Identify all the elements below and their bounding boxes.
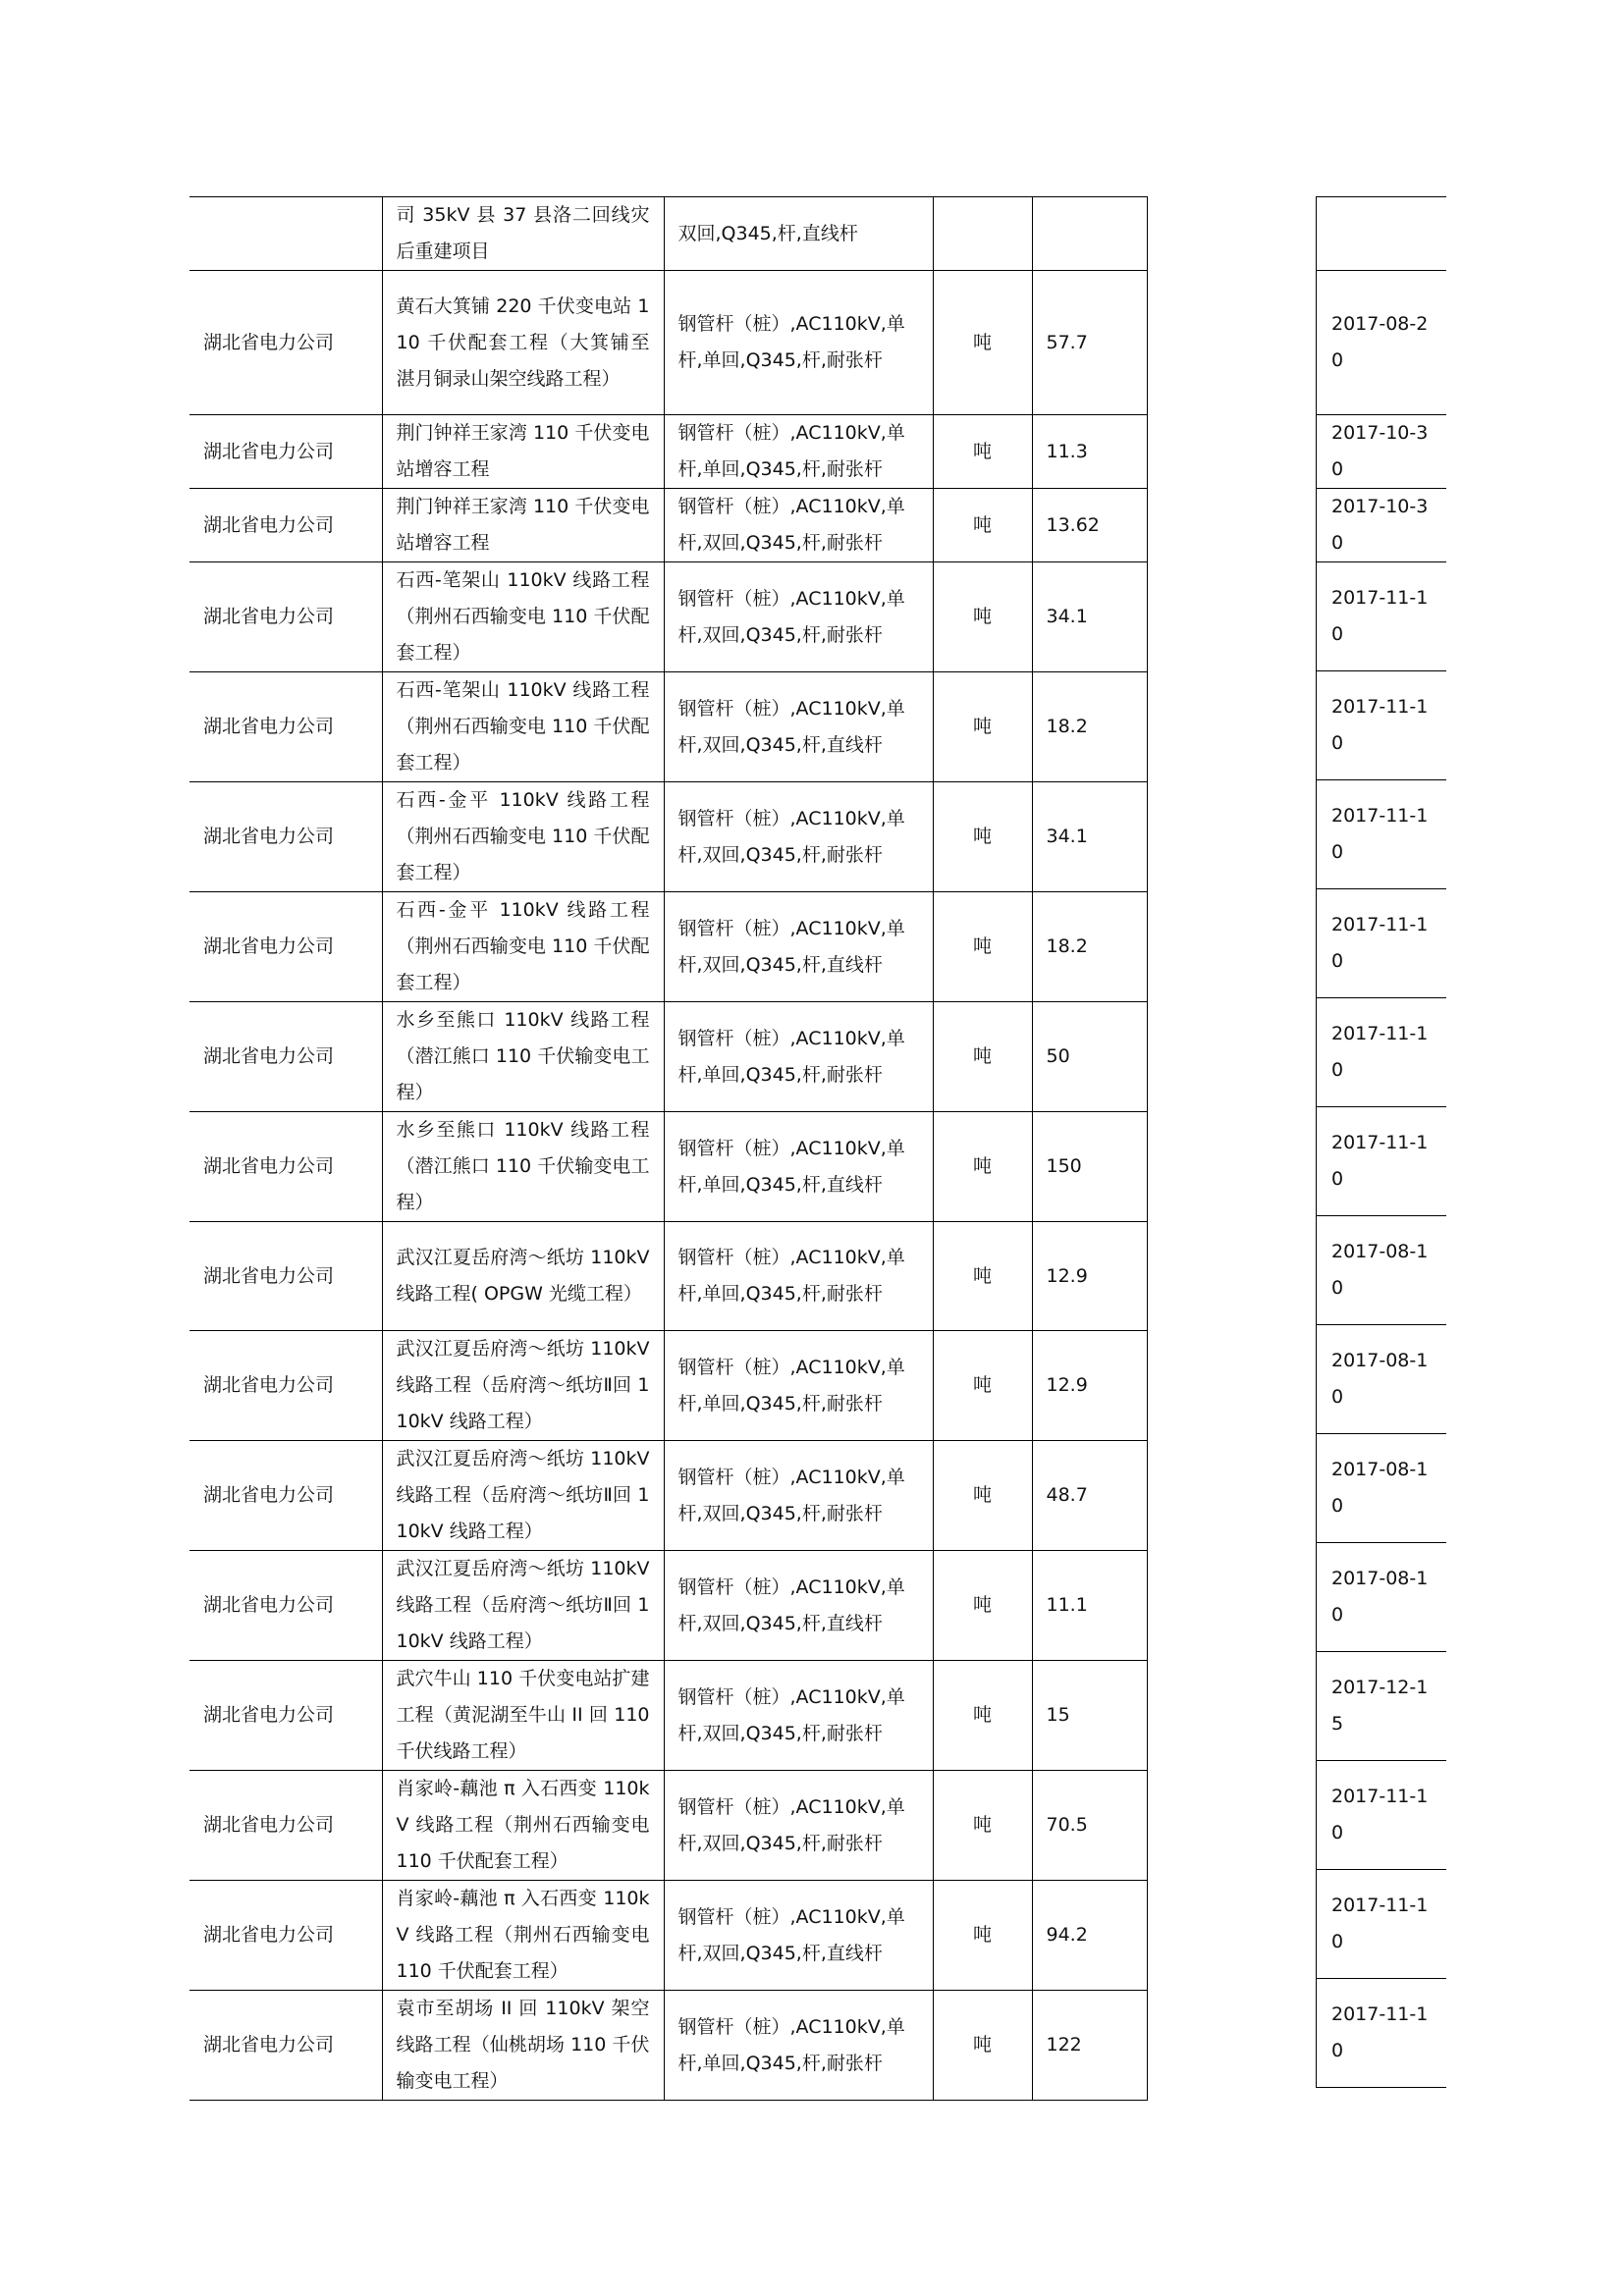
quantity-cell: 57.7 xyxy=(1032,271,1147,415)
quantity-cell: 70.5 xyxy=(1032,1771,1147,1881)
table-row xyxy=(1317,1979,1446,2088)
quantity-cell: 11.1 xyxy=(1032,1551,1147,1661)
quantity-cell: 34.1 xyxy=(1032,782,1147,892)
table-row xyxy=(1317,889,1446,998)
quantity-cell: 18.2 xyxy=(1032,892,1147,1002)
date-cell: 2017-11-10 xyxy=(1317,780,1446,889)
material-cell: 钢管杆（桩）,AC110kV,单杆,单回,Q345,杆,耐张杆 xyxy=(664,1222,933,1331)
table-row xyxy=(189,415,1147,489)
table-row xyxy=(1317,1652,1446,1761)
date-cell: 2017-11-10 xyxy=(1317,889,1446,998)
quantity-cell: 34.1 xyxy=(1032,562,1147,672)
org-cell: 湖北省电力公司 xyxy=(189,1331,382,1441)
table-row xyxy=(189,1661,1147,1771)
material-cell: 钢管杆（桩）,AC110kV,单杆,双回,Q345,杆,耐张杆 xyxy=(664,782,933,892)
table-row xyxy=(1317,1870,1446,1979)
table-row xyxy=(189,672,1147,782)
project-cell: 袁市至胡场 II 回 110kV 架空线路工程（仙桃胡场 110 千伏输变电工程） xyxy=(382,1991,664,2101)
unit-cell xyxy=(933,197,1032,271)
project-cell: 石西-笔架山 110kV 线路工程（荆州石西输变电 110 千伏配套工程） xyxy=(382,672,664,782)
table-row xyxy=(1317,415,1446,489)
table-row xyxy=(189,1331,1147,1441)
table-row xyxy=(189,1771,1147,1881)
org-cell: 湖北省电力公司 xyxy=(189,1991,382,2101)
date-cell: 2017-08-10 xyxy=(1317,1434,1446,1543)
unit-cell: 吨 xyxy=(933,1222,1032,1331)
quantity-cell: 94.2 xyxy=(1032,1881,1147,1991)
quantity-cell: 11.3 xyxy=(1032,415,1147,489)
date-column-table xyxy=(1316,196,1446,2088)
org-cell: 湖北省电力公司 xyxy=(189,1661,382,1771)
table-row xyxy=(189,782,1147,892)
date-cell: 2017-11-10 xyxy=(1317,1761,1446,1870)
project-cell: 武汉江夏岳府湾～纸坊 110kV 线路工程( OPGW 光缆工程） xyxy=(382,1222,664,1331)
org-cell: 湖北省电力公司 xyxy=(189,1222,382,1331)
unit-cell: 吨 xyxy=(933,1661,1032,1771)
unit-cell: 吨 xyxy=(933,271,1032,415)
unit-cell: 吨 xyxy=(933,1881,1032,1991)
table-row xyxy=(1317,489,1446,562)
unit-cell: 吨 xyxy=(933,415,1032,489)
material-cell: 钢管杆（桩）,AC110kV,单杆,双回,Q345,杆,直线杆 xyxy=(664,1881,933,1991)
quantity-cell: 48.7 xyxy=(1032,1441,1147,1551)
project-cell: 司 35kV 县 37 县洛二回线灾后重建项目 xyxy=(382,197,664,271)
quantity-cell: 122 xyxy=(1032,1991,1147,2101)
material-cell: 双回,Q345,杆,直线杆 xyxy=(664,197,933,271)
unit-cell: 吨 xyxy=(933,1441,1032,1551)
material-cell: 钢管杆（桩）,AC110kV,单杆,单回,Q345,杆,直线杆 xyxy=(664,1112,933,1222)
project-cell: 武穴牛山 110 千伏变电站扩建工程（黄泥湖至牛山 II 回 110 千伏线路工程） xyxy=(382,1661,664,1771)
table-row xyxy=(1317,1325,1446,1434)
org-cell: 湖北省电力公司 xyxy=(189,271,382,415)
unit-cell: 吨 xyxy=(933,1112,1032,1222)
material-cell: 钢管杆（桩）,AC110kV,单杆,单回,Q345,杆,耐张杆 xyxy=(664,1002,933,1112)
material-cell: 钢管杆（桩）,AC110kV,单杆,双回,Q345,杆,直线杆 xyxy=(664,1551,933,1661)
date-cell: 2017-11-10 xyxy=(1317,562,1446,671)
material-cell: 钢管杆（桩）,AC110kV,单杆,双回,Q345,杆,耐张杆 xyxy=(664,1661,933,1771)
material-cell: 钢管杆（桩）,AC110kV,单杆,双回,Q345,杆,耐张杆 xyxy=(664,489,933,562)
procurement-table xyxy=(189,196,1148,2101)
org-cell: 湖北省电力公司 xyxy=(189,415,382,489)
quantity-cell xyxy=(1032,197,1147,271)
table-row xyxy=(1317,1107,1446,1216)
unit-cell: 吨 xyxy=(933,1002,1032,1112)
material-cell: 钢管杆（桩）,AC110kV,单杆,双回,Q345,杆,耐张杆 xyxy=(664,1771,933,1881)
project-cell: 荆门钟祥王家湾 110 千伏变电站增容工程 xyxy=(382,415,664,489)
unit-cell: 吨 xyxy=(933,562,1032,672)
table-row xyxy=(1317,1216,1446,1325)
org-cell: 湖北省电力公司 xyxy=(189,1771,382,1881)
table-row xyxy=(1317,197,1446,271)
date-cell: 2017-11-10 xyxy=(1317,998,1446,1107)
project-cell: 石西-笔架山 110kV 线路工程（荆州石西输变电 110 千伏配套工程） xyxy=(382,562,664,672)
table-row xyxy=(1317,271,1446,415)
material-cell: 钢管杆（桩）,AC110kV,单杆,单回,Q345,杆,耐张杆 xyxy=(664,1331,933,1441)
table-row xyxy=(189,562,1147,672)
date-cell: 2017-10-30 xyxy=(1317,489,1446,562)
project-cell: 水乡至熊口 110kV 线路工程（潜江熊口 110 千伏输变电工程） xyxy=(382,1112,664,1222)
table-row xyxy=(189,271,1147,415)
table-row xyxy=(189,1881,1147,1991)
table-row xyxy=(189,1991,1147,2101)
project-cell: 石西-金平 110kV 线路工程（荆州石西输变电 110 千伏配套工程） xyxy=(382,892,664,1002)
table-row xyxy=(1317,998,1446,1107)
quantity-cell: 13.62 xyxy=(1032,489,1147,562)
project-cell: 石西-金平 110kV 线路工程（荆州石西输变电 110 千伏配套工程） xyxy=(382,782,664,892)
table-row xyxy=(189,1112,1147,1222)
org-cell: 湖北省电力公司 xyxy=(189,489,382,562)
unit-cell: 吨 xyxy=(933,672,1032,782)
quantity-cell: 12.9 xyxy=(1032,1222,1147,1331)
unit-cell: 吨 xyxy=(933,782,1032,892)
table-row xyxy=(189,1441,1147,1551)
quantity-cell: 150 xyxy=(1032,1112,1147,1222)
table-row xyxy=(1317,671,1446,780)
project-cell: 黄石大箕铺 220 千伏变电站 110 千伏配套工程（大箕铺至湛月铜录山架空线路工程） xyxy=(382,271,664,415)
table-row xyxy=(1317,562,1446,671)
project-cell: 水乡至熊口 110kV 线路工程（潜江熊口 110 千伏输变电工程） xyxy=(382,1002,664,1112)
table-row xyxy=(189,197,1147,271)
unit-cell: 吨 xyxy=(933,1991,1032,2101)
date-cell: 2017-11-10 xyxy=(1317,1870,1446,1979)
org-cell: 湖北省电力公司 xyxy=(189,892,382,1002)
org-cell: 湖北省电力公司 xyxy=(189,1881,382,1991)
date-cell: 2017-08-10 xyxy=(1317,1543,1446,1652)
project-cell: 荆门钟祥王家湾 110 千伏变电站增容工程 xyxy=(382,489,664,562)
table-row xyxy=(189,1551,1147,1661)
material-cell: 钢管杆（桩）,AC110kV,单杆,单回,Q345,杆,耐张杆 xyxy=(664,1991,933,2101)
org-cell: 湖北省电力公司 xyxy=(189,672,382,782)
org-cell: 湖北省电力公司 xyxy=(189,1112,382,1222)
table-row xyxy=(189,892,1147,1002)
date-cell: 2017-08-10 xyxy=(1317,1216,1446,1325)
unit-cell: 吨 xyxy=(933,489,1032,562)
project-cell: 武汉江夏岳府湾～纸坊 110kV 线路工程（岳府湾～纸坊Ⅱ回 110kV 线路工程） xyxy=(382,1441,664,1551)
project-cell: 肖家岭-藕池 π 入石西变 110kV 线路工程（荆州石西输变电 110 千伏配套工程） xyxy=(382,1881,664,1991)
org-cell: 湖北省电力公司 xyxy=(189,1551,382,1661)
material-cell: 钢管杆（桩）,AC110kV,单杆,单回,Q345,杆,耐张杆 xyxy=(664,415,933,489)
table-row xyxy=(189,1222,1147,1331)
org-cell xyxy=(189,197,382,271)
table-row xyxy=(1317,1434,1446,1543)
date-cell xyxy=(1317,197,1446,271)
quantity-cell: 12.9 xyxy=(1032,1331,1147,1441)
table-row xyxy=(1317,1543,1446,1652)
date-cell: 2017-12-15 xyxy=(1317,1652,1446,1761)
date-cell: 2017-10-30 xyxy=(1317,415,1446,489)
material-cell: 钢管杆（桩）,AC110kV,单杆,双回,Q345,杆,直线杆 xyxy=(664,892,933,1002)
table-row xyxy=(189,1002,1147,1112)
date-cell: 2017-08-20 xyxy=(1317,271,1446,415)
table-row xyxy=(189,489,1147,562)
material-cell: 钢管杆（桩）,AC110kV,单杆,双回,Q345,杆,耐张杆 xyxy=(664,1441,933,1551)
date-cell: 2017-08-10 xyxy=(1317,1325,1446,1434)
unit-cell: 吨 xyxy=(933,1551,1032,1661)
unit-cell: 吨 xyxy=(933,1331,1032,1441)
material-cell: 钢管杆（桩）,AC110kV,单杆,双回,Q345,杆,直线杆 xyxy=(664,672,933,782)
unit-cell: 吨 xyxy=(933,892,1032,1002)
material-cell: 钢管杆（桩）,AC110kV,单杆,双回,Q345,杆,耐张杆 xyxy=(664,562,933,672)
org-cell: 湖北省电力公司 xyxy=(189,562,382,672)
table-row xyxy=(1317,1761,1446,1870)
date-cell: 2017-11-10 xyxy=(1317,1107,1446,1216)
material-cell: 钢管杆（桩）,AC110kV,单杆,单回,Q345,杆,耐张杆 xyxy=(664,271,933,415)
unit-cell: 吨 xyxy=(933,1771,1032,1881)
quantity-cell: 50 xyxy=(1032,1002,1147,1112)
date-cell: 2017-11-10 xyxy=(1317,671,1446,780)
project-cell: 武汉江夏岳府湾～纸坊 110kV 线路工程（岳府湾～纸坊Ⅱ回 110kV 线路工程） xyxy=(382,1551,664,1661)
org-cell: 湖北省电力公司 xyxy=(189,782,382,892)
date-cell: 2017-11-10 xyxy=(1317,1979,1446,2088)
table-row xyxy=(1317,780,1446,889)
project-cell: 武汉江夏岳府湾～纸坊 110kV 线路工程（岳府湾～纸坊Ⅱ回 110kV 线路工程） xyxy=(382,1331,664,1441)
quantity-cell: 15 xyxy=(1032,1661,1147,1771)
org-cell: 湖北省电力公司 xyxy=(189,1002,382,1112)
org-cell: 湖北省电力公司 xyxy=(189,1441,382,1551)
project-cell: 肖家岭-藕池 π 入石西变 110kV 线路工程（荆州石西输变电 110 千伏配套工程） xyxy=(382,1771,664,1881)
quantity-cell: 18.2 xyxy=(1032,672,1147,782)
